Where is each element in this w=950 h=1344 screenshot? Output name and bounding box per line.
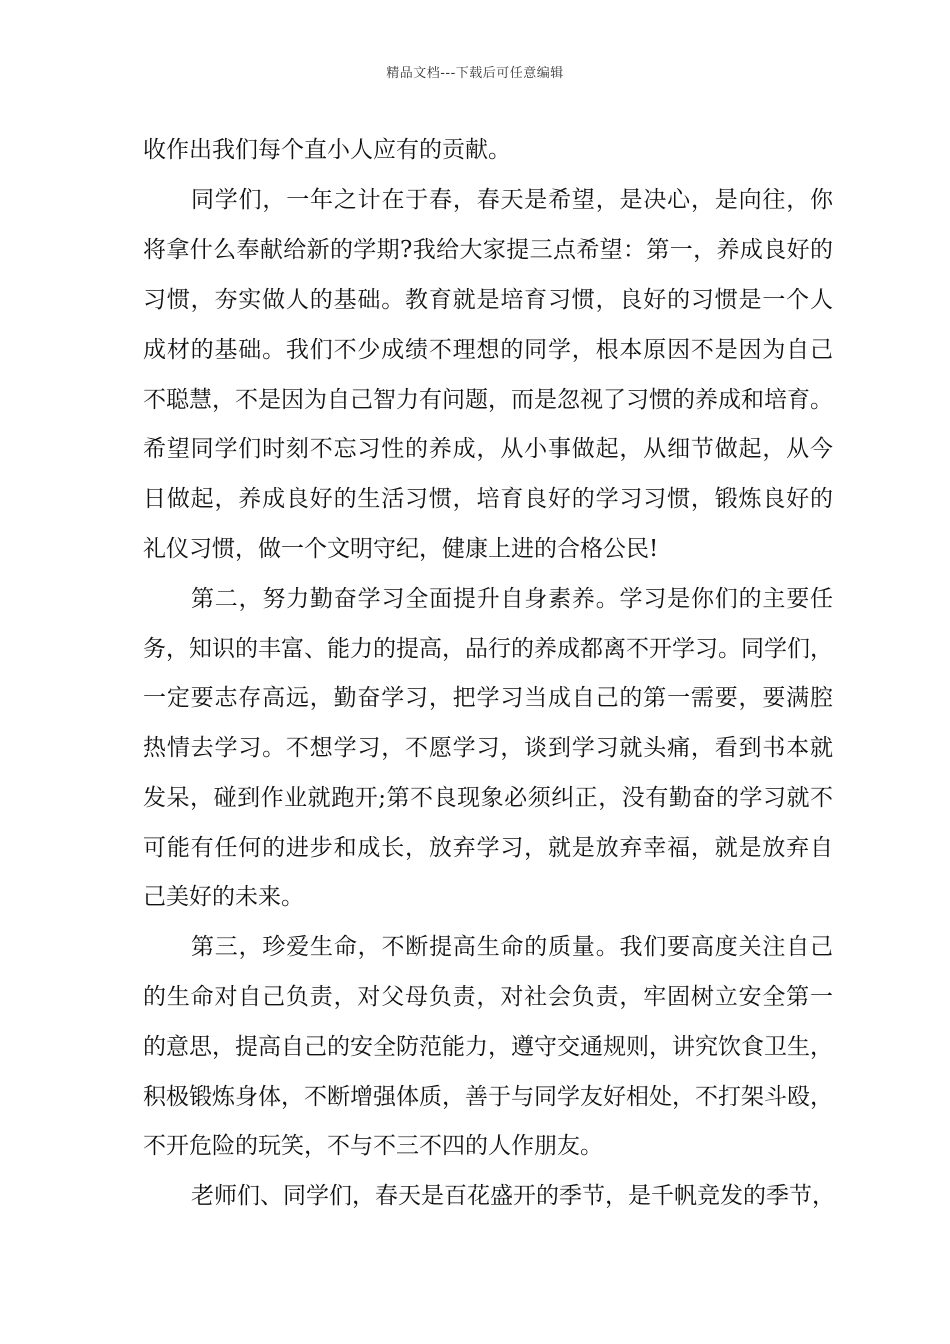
text-line: 老师们、同学们，春天是百花盛开的季节，是千帆竞发的季节，: [191, 1183, 835, 1209]
text-line: 同学们，一年之计在于春，春天是希望，是决心，是向往，你: [191, 187, 833, 213]
text-line: 己美好的未来。: [143, 884, 304, 910]
text-line: 希望同学们时刻不忘习性的养成，从小事做起，从细节做起，从今: [143, 436, 833, 462]
text-line: 的生命对自己负责，对父母负责，对社会负责，牢固树立安全第一: [143, 984, 833, 1010]
text-line: 成材的基础。我们不少成绩不理想的同学，根本原因不是因为自己: [143, 337, 833, 363]
text-line: 一定要志存高远，勤奋学习，把学习当成自己的第一需要，要满腔: [143, 685, 833, 711]
text-line: 可能有任何的进步和成长，放弃学习，就是放弃幸福，就是放弃自: [143, 835, 833, 861]
text-line: 礼仪习惯，做一个文明守纪，健康上进的合格公民!: [143, 536, 659, 562]
text-line: 发呆，碰到作业就跑开;第不良现象必须纠正，没有勤奋的学习就不: [143, 785, 833, 811]
page-header: 精品文档---下载后可任意编辑: [386, 66, 564, 81]
text-line: 将拿什么奉献给新的学期?我给大家提三点希望：第一，养成良好的: [143, 237, 833, 263]
text-line: 第二，努力勤奋学习全面提升自身素养。学习是你们的主要任: [191, 586, 833, 612]
text-line: 务，知识的丰富、能力的提高，品行的养成都离不开学习。同学们，: [143, 636, 833, 662]
text-line: 积极锻炼身体，不断增强体质，善于与同学友好相处，不打架斗殴，: [143, 1084, 833, 1110]
text-line: 习惯，夯实做人的基础。教育就是培育习惯，良好的习惯是一个人: [143, 287, 833, 313]
text-line: 第三，珍爱生命，不断提高生命的质量。我们要高度关注自己: [191, 934, 833, 960]
text-line: 热情去学习。不想学习，不愿学习，谈到学习就头痛，看到书本就: [143, 735, 833, 761]
text-line: 不开危险的玩笑，不与不三不四的人作朋友。: [143, 1133, 603, 1159]
text-line: 收作出我们每个直小人应有的贡献。: [143, 137, 511, 163]
text-line: 的意思，提高自己的安全防范能力，遵守交通规则，讲究饮食卫生，: [143, 1034, 833, 1060]
text-line: 日做起，养成良好的生活习惯，培育良好的学习习惯，锻炼良好的: [143, 486, 833, 512]
text-line: 不聪慧，不是因为自己智力有问题，而是忽视了习惯的养成和培育。: [143, 387, 833, 413]
